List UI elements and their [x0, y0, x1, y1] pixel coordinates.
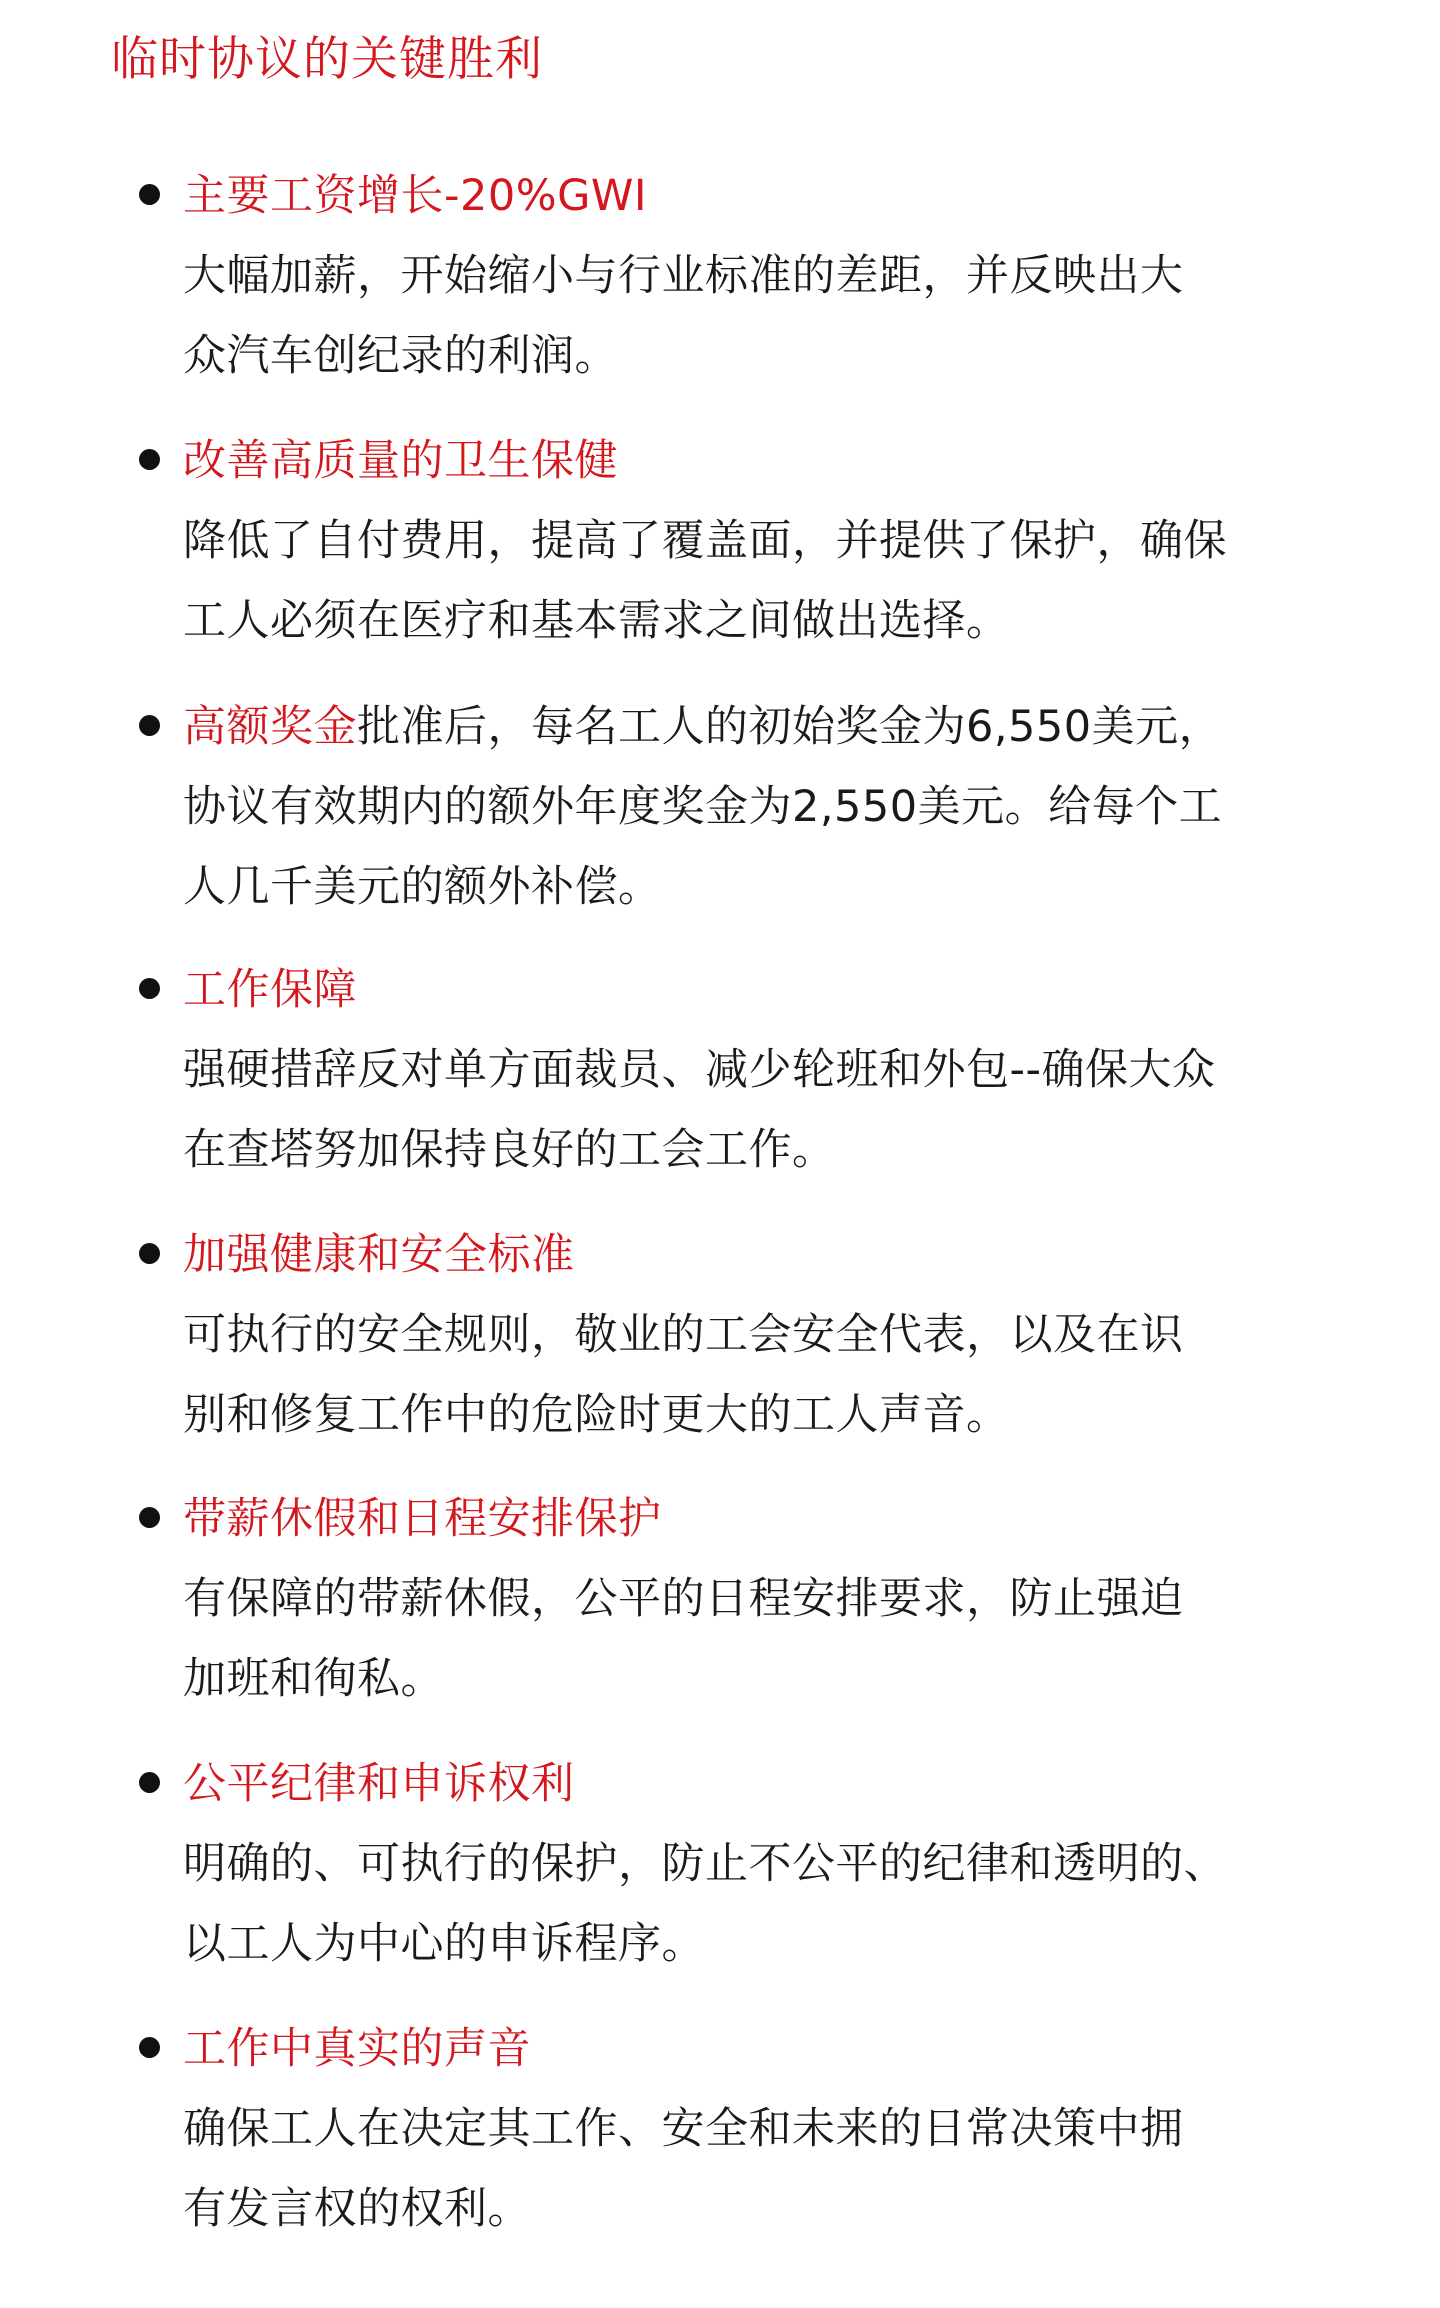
- bullet-icon: [139, 2037, 160, 2058]
- benefit-heading: 加强健康和安全标准: [183, 1230, 575, 1280]
- benefit-description-line: 众汽车创纪录的利润。: [183, 331, 618, 381]
- benefit-lead-line: [183, 687, 1222, 767]
- benefit-description-line: 人几千美元的额外补偿。: [183, 862, 662, 912]
- bullet-icon: [139, 449, 160, 470]
- benefit-description-line: 协议有效期内的额外年度奖金为2,550美元。给每个工: [183, 782, 1223, 832]
- benefit-description-line: 可执行的安全规则，敬业的工会安全代表，以及在识: [183, 1310, 1184, 1360]
- benefit-heading: 工作中真实的声音: [183, 2024, 531, 2074]
- benefit-description-line: 强硬措辞反对单方面裁员、减少轮班和外包--确保大众: [183, 1045, 1216, 1095]
- bullet-icon: [139, 1243, 160, 1264]
- bullet-icon: [139, 715, 160, 736]
- benefit-heading: 主要工资增长-20%GWI: [183, 171, 648, 221]
- benefit-description-line: 明确的、可执行的保护，防止不公平的纪律和透明的、: [183, 1839, 1227, 1889]
- benefit-description-line: 以工人为中心的申诉程序。: [183, 1919, 705, 1969]
- bullet-icon: [139, 1772, 160, 1793]
- benefit-heading: 公平纪律和申诉权利: [183, 1759, 575, 1809]
- bullet-icon: [139, 978, 160, 999]
- bullet-icon: [139, 1507, 160, 1528]
- benefit-heading: 高额奖金: [183, 702, 357, 752]
- benefit-heading: 工作保障: [183, 965, 357, 1015]
- benefit-heading: 带薪休假和日程安排保护: [183, 1494, 662, 1544]
- page-title: 临时协议的关键胜利: [111, 32, 543, 87]
- benefit-description-line: 工人必须在医疗和基本需求之间做出选择。: [183, 596, 1010, 646]
- benefit-description-line: 在查塔努加保持良好的工会工作。: [183, 1125, 836, 1175]
- benefit-description-line: 别和修复工作中的危险时更大的工人声音。: [183, 1390, 1010, 1440]
- benefit-description-line: 加班和徇私。: [183, 1654, 444, 1704]
- benefit-description-line: 降低了自付费用，提高了覆盖面，并提供了保护，确保: [183, 516, 1227, 566]
- benefit-lead-text: 批准后，每名工人的初始奖金为6,550美元，: [357, 702, 1223, 752]
- bullet-icon: [139, 184, 160, 205]
- benefit-description-line: 确保工人在决定其工作、安全和未来的日常决策中拥: [183, 2104, 1184, 2154]
- benefit-heading: 改善高质量的卫生保健: [183, 436, 618, 486]
- benefit-description-line: 有发言权的权利。: [183, 2184, 531, 2234]
- benefit-description-line: 大幅加薪，开始缩小与行业标准的差距，并反映出大: [183, 251, 1184, 301]
- benefit-description-line: 有保障的带薪休假，公平的日程安排要求，防止强迫: [183, 1574, 1184, 1624]
